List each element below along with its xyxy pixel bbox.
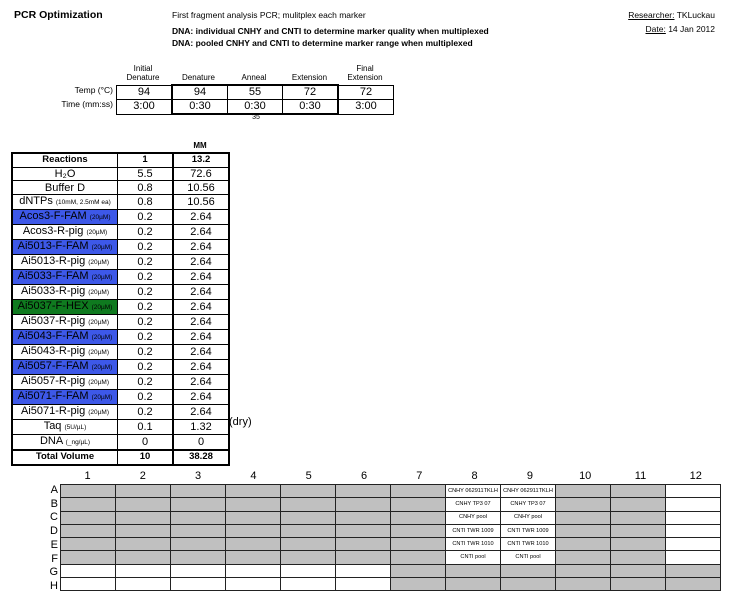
plate-row-header: H — [50, 579, 58, 592]
reagent-row — [12, 181, 229, 195]
reagent-concentration: (20µM) — [91, 304, 113, 312]
single-reaction-volume: 0.2 — [118, 405, 174, 420]
reagent-row — [12, 420, 229, 435]
single-reaction-volume: 0.8 — [118, 181, 174, 195]
reagent-row — [12, 285, 229, 300]
master-mix-volume: 2.64 — [173, 315, 229, 330]
plate-column-header: 2 — [139, 470, 146, 482]
reagent-name: Ai5043-R-pig — [21, 345, 86, 358]
plate-row-E — [61, 538, 721, 551]
cycling-header-3 — [282, 73, 338, 82]
cycling-header-line2: Denature — [182, 73, 215, 82]
reagent-table — [11, 152, 230, 466]
well-H6 — [336, 578, 391, 591]
well-E8: CNTI TWR 1010 — [446, 538, 501, 551]
well-G1 — [61, 564, 116, 577]
time-row-label: Time (mm:ss) — [61, 99, 113, 109]
reagent-name-cell — [12, 255, 118, 270]
well-F7 — [391, 551, 446, 564]
description-line-3: DNA: pooled CNHY and CNTI to determine marker range when multiplexed — [172, 38, 473, 48]
master-mix-volume: 2.64 — [173, 270, 229, 285]
master-mix-volume: 2.64 — [173, 360, 229, 375]
cycling-cell: 55 — [228, 85, 283, 100]
reagent-name-cell — [12, 285, 118, 300]
single-reaction-volume: 0.8 — [118, 195, 174, 210]
plate-row-A — [61, 485, 721, 498]
cycling-cell: 0:30 — [172, 100, 228, 115]
plate-column-header: 1 — [84, 470, 91, 482]
plate-column-header: 10 — [579, 470, 592, 482]
cycling-header-2 — [226, 73, 282, 82]
single-reaction-volume: 0 — [118, 435, 174, 451]
reagent-row — [12, 435, 229, 451]
reagent-concentration: (20µM) — [86, 229, 108, 237]
well-G2 — [116, 564, 171, 577]
well-C12 — [666, 511, 721, 524]
well-F1 — [61, 551, 116, 564]
plate-row-G — [61, 564, 721, 577]
reagent-name: dNTPs — [19, 195, 53, 208]
plate-column-header: 6 — [360, 470, 368, 482]
well-H10 — [556, 578, 611, 591]
reagent-name-cell — [12, 450, 118, 465]
cycling-header-line1: Final — [356, 64, 374, 73]
master-mix-volume: 38.28 — [173, 450, 229, 465]
reagent-name-cell — [12, 375, 118, 390]
well-E2 — [116, 538, 171, 551]
master-mix-volume: 10.56 — [173, 181, 229, 195]
single-reaction-volume: 0.2 — [118, 270, 174, 285]
researcher-field — [628, 10, 715, 20]
well-C8: CNHY pool — [446, 511, 501, 524]
reagent-name-cell — [12, 390, 118, 405]
well-G4 — [226, 564, 281, 577]
reagent-row — [12, 153, 229, 167]
well-B9: CNHY TP3 07 — [501, 498, 556, 511]
cycling-header-line2: Extension — [291, 73, 328, 82]
reagent-concentration: (20µM) — [88, 319, 109, 327]
well-D7 — [391, 524, 446, 537]
master-mix-volume: 2.64 — [173, 300, 229, 315]
well-F5 — [281, 551, 336, 564]
well-C1 — [61, 511, 116, 524]
master-mix-volume: 1.32 — [173, 420, 229, 435]
master-mix-volume: 2.64 — [173, 285, 229, 300]
reagent-name: Ai5013-R-pig — [21, 255, 86, 268]
plate-row-header: E — [50, 538, 58, 551]
reagent-name: Ai5033-F-FAM — [17, 270, 89, 283]
plate-column-header: 7 — [416, 470, 423, 482]
well-E9: CNTI TWR 1010 — [501, 538, 556, 551]
well-H7 — [391, 578, 446, 591]
reagent-name-cell — [12, 195, 118, 210]
cycling-cell: 3:00 — [117, 100, 173, 115]
reagent-row — [12, 360, 229, 375]
well-C11 — [611, 511, 666, 524]
single-reaction-volume: 0.1 — [118, 420, 174, 435]
reagent-name: Ai5057-R-pig — [21, 375, 86, 388]
date-value: 14 Jan 2012 — [668, 24, 715, 34]
single-reaction-volume: 0.2 — [118, 285, 174, 300]
master-mix-volume: 2.64 — [173, 405, 229, 420]
well-E5 — [281, 538, 336, 551]
single-reaction-volume: 0.2 — [118, 225, 174, 240]
cycling-cell: 0:30 — [228, 100, 283, 115]
reagent-name-cell — [12, 225, 118, 240]
single-reaction-volume: 5.5 — [118, 167, 174, 181]
reagent-name-cell — [12, 153, 118, 167]
reagent-name: Ai5043-F-FAM — [17, 330, 89, 343]
reagent-concentration: (20µM) — [91, 394, 113, 402]
well-A4 — [226, 485, 281, 498]
well-A5 — [281, 485, 336, 498]
well-A8: CNHY 062911TKLH — [446, 485, 501, 498]
well-B6 — [336, 498, 391, 511]
cycling-header-1 — [171, 73, 227, 82]
well-B2 — [116, 498, 171, 511]
reagent-name: DNA — [39, 435, 63, 448]
reagent-name: Taq — [43, 420, 62, 433]
reagent-name: H₂O — [54, 168, 76, 181]
reagent-concentration: (_ng/µL) — [65, 439, 91, 447]
reagent-name: Ai5033-R-pig — [21, 285, 86, 298]
single-reaction-volume: 0.2 — [118, 330, 174, 345]
cycling-table — [116, 84, 394, 115]
well-G8 — [446, 564, 501, 577]
reagent-row — [12, 375, 229, 390]
well-H5 — [281, 578, 336, 591]
well-D6 — [336, 524, 391, 537]
reagent-name: Ai5071-F-FAM — [17, 390, 89, 403]
plate-column-header: 8 — [471, 470, 478, 482]
well-D5 — [281, 524, 336, 537]
well-H4 — [226, 578, 281, 591]
well-A1 — [61, 485, 116, 498]
plate-column-header: 9 — [526, 470, 533, 482]
well-G11 — [611, 564, 666, 577]
reagent-concentration: (20µM) — [91, 244, 113, 252]
cycling-header-line1: Initial — [133, 64, 153, 73]
plate-row-H — [61, 578, 721, 591]
well-H8 — [446, 578, 501, 591]
well-E7 — [391, 538, 446, 551]
plate-row-C — [61, 511, 721, 524]
reagent-name-cell — [12, 270, 118, 285]
reagent-row — [12, 330, 229, 345]
reagent-name-cell — [12, 360, 118, 375]
well-G5 — [281, 564, 336, 577]
single-reaction-volume: 0.2 — [118, 345, 174, 360]
plate-map — [60, 484, 721, 591]
well-G12 — [666, 564, 721, 577]
single-reaction-volume: 0.2 — [118, 255, 174, 270]
well-A12 — [666, 485, 721, 498]
cycling-cell: 0:30 — [283, 100, 339, 115]
well-A9: CNHY 062911TKLH — [501, 485, 556, 498]
reagent-name: Acos3-F-FAM — [19, 210, 87, 223]
reagent-name-cell — [12, 420, 118, 435]
reagent-name-cell — [12, 300, 118, 315]
plate-row-D — [61, 524, 721, 537]
single-reaction-volume: 0.2 — [118, 240, 174, 255]
well-A7 — [391, 485, 446, 498]
cycling-header-line2: Denature — [126, 73, 160, 82]
well-E10 — [556, 538, 611, 551]
cycling-cell: 94 — [172, 85, 228, 100]
well-F2 — [116, 551, 171, 564]
reagent-name-cell — [12, 435, 118, 451]
well-D2 — [116, 524, 171, 537]
reagent-concentration: (20µM) — [88, 349, 109, 357]
reagent-concentration: (20µM) — [91, 334, 113, 342]
well-B1 — [61, 498, 116, 511]
well-E4 — [226, 538, 281, 551]
reagent-row — [12, 195, 229, 210]
reagent-concentration: (10mM, 2.5mM ea) — [55, 199, 111, 207]
reagent-concentration: (20µM) — [88, 289, 109, 297]
reagent-name-cell — [12, 405, 118, 420]
well-F11 — [611, 551, 666, 564]
well-B5 — [281, 498, 336, 511]
well-D11 — [611, 524, 666, 537]
master-mix-volume: 2.64 — [173, 210, 229, 225]
date-label: Date: — [645, 24, 666, 34]
plate-row-header: D — [50, 525, 58, 538]
well-G3 — [171, 564, 226, 577]
researcher-value: TKLuckau — [676, 10, 715, 20]
well-H1 — [61, 578, 116, 591]
reagent-name: Ai5057-F-FAM — [17, 360, 89, 373]
master-mix-volume: 72.6 — [173, 167, 229, 181]
dry-note: (dry) — [229, 416, 252, 428]
cycling-cell: 94 — [117, 85, 173, 100]
reagent-name-cell — [12, 315, 118, 330]
well-F4 — [226, 551, 281, 564]
single-reaction-volume: 0.2 — [118, 375, 174, 390]
reagent-row — [12, 240, 229, 255]
page-title: PCR Optimization — [14, 9, 103, 21]
well-C5 — [281, 511, 336, 524]
reagent-name: Ai5037-F-HEX — [17, 300, 89, 313]
well-B7 — [391, 498, 446, 511]
cycling-header-line2: Anneal — [241, 73, 267, 82]
reagent-row — [12, 315, 229, 330]
reagent-name: Buffer D — [44, 181, 86, 194]
well-A11 — [611, 485, 666, 498]
plate-column-header: 4 — [250, 470, 257, 482]
reagent-row — [12, 450, 229, 465]
reagent-concentration: (5U/µL) — [64, 424, 87, 432]
master-mix-volume: 2.64 — [173, 345, 229, 360]
well-H3 — [171, 578, 226, 591]
date-field — [646, 24, 716, 34]
well-F6 — [336, 551, 391, 564]
reagent-row — [12, 405, 229, 420]
well-G7 — [391, 564, 446, 577]
well-E6 — [336, 538, 391, 551]
well-C10 — [556, 511, 611, 524]
master-mix-volume: 0 — [173, 435, 229, 451]
master-mix-volume: 2.64 — [173, 375, 229, 390]
well-C9: CNHY pool — [501, 511, 556, 524]
cycling-header-line2: Extension — [347, 73, 383, 82]
well-E3 — [171, 538, 226, 551]
plate-row-header: B — [50, 497, 58, 510]
well-B11 — [611, 498, 666, 511]
reagent-name: Reactions — [42, 154, 88, 166]
single-reaction-volume: 1 — [118, 153, 174, 167]
temp-row — [117, 85, 394, 100]
plate-row-header: C — [50, 511, 58, 524]
well-B12 — [666, 498, 721, 511]
reagent-row — [12, 210, 229, 225]
reagent-concentration: (20µM) — [88, 409, 109, 417]
cycling-cell: 72 — [283, 85, 339, 100]
reagent-name: Ai5013-F-FAM — [17, 240, 89, 253]
well-D1 — [61, 524, 116, 537]
well-D3 — [171, 524, 226, 537]
reagent-name: Ai5071-R-pig — [21, 405, 86, 418]
well-C6 — [336, 511, 391, 524]
reagent-name: Acos3-R-pig — [22, 225, 84, 238]
reagent-row — [12, 390, 229, 405]
well-F10 — [556, 551, 611, 564]
reagent-name-cell — [12, 210, 118, 225]
well-E1 — [61, 538, 116, 551]
reagent-row — [12, 270, 229, 285]
plate-column-header: 11 — [634, 470, 647, 482]
single-reaction-volume: 0.2 — [118, 360, 174, 375]
single-reaction-volume: 10 — [118, 450, 174, 465]
master-mix-volume: 2.64 — [173, 255, 229, 270]
well-D9: CNTI TWR 1009 — [501, 524, 556, 537]
reagent-name: Total Volume — [35, 451, 95, 463]
single-reaction-volume: 0.2 — [118, 315, 174, 330]
single-reaction-volume: 0.2 — [118, 300, 174, 315]
well-D4 — [226, 524, 281, 537]
well-F3 — [171, 551, 226, 564]
well-G9 — [501, 564, 556, 577]
plate-row-F — [61, 551, 721, 564]
master-mix-volume: 13.2 — [173, 153, 229, 167]
plate-row-B — [61, 498, 721, 511]
reagent-name-cell — [12, 181, 118, 195]
well-F12 — [666, 551, 721, 564]
single-reaction-volume: 0.2 — [118, 210, 174, 225]
well-D12 — [666, 524, 721, 537]
cycling-header-0 — [115, 64, 171, 82]
time-row — [117, 100, 394, 115]
well-B4 — [226, 498, 281, 511]
reagent-name: Ai5037-R-pig — [21, 315, 86, 328]
well-F8: CNTI pool — [446, 551, 501, 564]
reagent-name-cell — [12, 330, 118, 345]
reagent-concentration: (20µM) — [91, 364, 113, 372]
plate-column-header: 5 — [305, 470, 312, 482]
cycle-count: 35 — [252, 114, 260, 121]
temp-row-label: Temp (°C) — [74, 85, 113, 95]
reagent-concentration: (20µM) — [88, 379, 109, 387]
master-mix-volume: 2.64 — [173, 330, 229, 345]
reagent-row — [12, 167, 229, 181]
well-C2 — [116, 511, 171, 524]
researcher-label: Researcher: — [628, 10, 675, 20]
cycling-header-4 — [337, 64, 393, 82]
well-A3 — [171, 485, 226, 498]
well-A6 — [336, 485, 391, 498]
plate-row-header: A — [50, 484, 58, 496]
well-A2 — [116, 485, 171, 498]
plate-column-header: 12 — [689, 470, 702, 482]
master-mix-volume: 2.64 — [173, 390, 229, 405]
reagent-row — [12, 300, 229, 315]
well-E12 — [666, 538, 721, 551]
master-mix-header: MM — [193, 141, 207, 150]
master-mix-volume: 2.64 — [173, 225, 229, 240]
plate-row-header: F — [51, 552, 58, 565]
reagent-name-cell — [12, 240, 118, 255]
master-mix-volume: 2.64 — [173, 240, 229, 255]
description-line-2: DNA: individual CNHY and CNTI to determine marker quality when multiplexed — [172, 26, 489, 36]
well-C7 — [391, 511, 446, 524]
reagent-row — [12, 345, 229, 360]
description-line-1: First fragment analysis PCR; mulitplex each marker — [172, 10, 366, 20]
reagent-name-cell — [12, 167, 118, 181]
well-C3 — [171, 511, 226, 524]
well-B8: CNHY TP3 07 — [446, 498, 501, 511]
plate-row-header: G — [49, 566, 58, 579]
well-A10 — [556, 485, 611, 498]
reagent-row — [12, 255, 229, 270]
well-H9 — [501, 578, 556, 591]
reagent-name-cell — [12, 345, 118, 360]
master-mix-volume: 10.56 — [173, 195, 229, 210]
well-H2 — [116, 578, 171, 591]
reagent-concentration: (20µM) — [88, 259, 109, 267]
well-F9: CNTI pool — [501, 551, 556, 564]
reagent-concentration: (20µM) — [91, 274, 113, 282]
well-D10 — [556, 524, 611, 537]
reagent-row — [12, 225, 229, 240]
single-reaction-volume: 0.2 — [118, 390, 174, 405]
well-H11 — [611, 578, 666, 591]
plate-column-header: 3 — [195, 470, 202, 482]
reagent-concentration: (20µM) — [89, 214, 111, 222]
well-D8: CNTI TWR 1009 — [446, 524, 501, 537]
well-G10 — [556, 564, 611, 577]
well-C4 — [226, 511, 281, 524]
well-B3 — [171, 498, 226, 511]
well-E11 — [611, 538, 666, 551]
well-G6 — [336, 564, 391, 577]
cycling-cell: 3:00 — [338, 100, 394, 115]
well-B10 — [556, 498, 611, 511]
cycling-cell: 72 — [338, 85, 394, 100]
well-H12 — [666, 578, 721, 591]
